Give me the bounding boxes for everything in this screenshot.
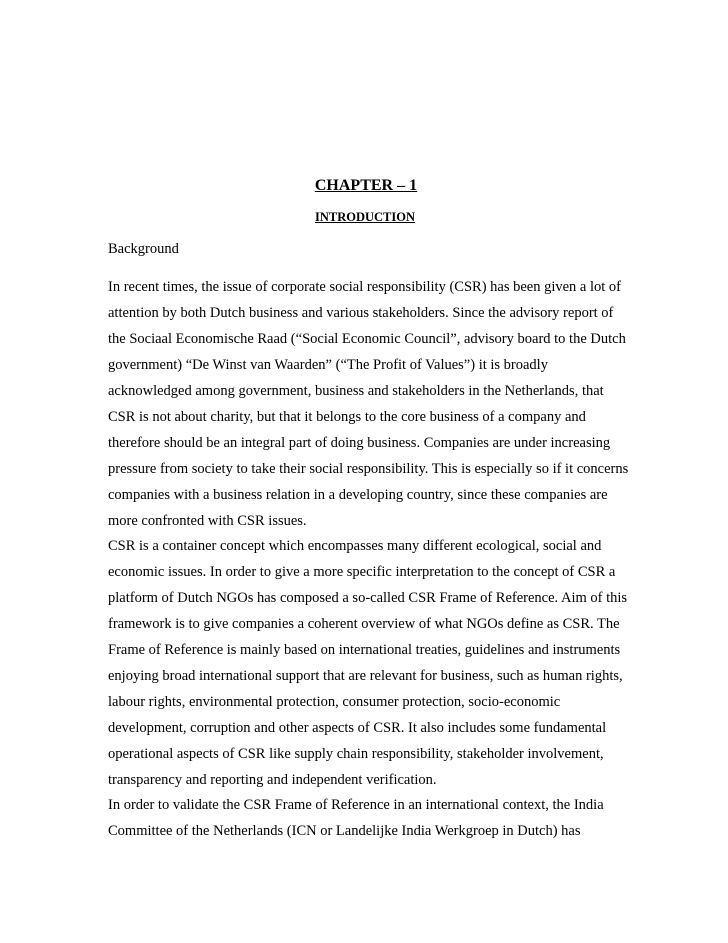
text-line: Frame of Reference is mainly based on international treaties, guidelines and instruments: [108, 642, 621, 658]
text-line: CSR is not about charity, but that it belongs to the core business of a company and: [108, 409, 586, 425]
text-line: In order to validate the CSR Frame of Reference in an international context, the India: [108, 797, 604, 813]
paragraph-1: [108, 274, 628, 534]
text-line: therefore should be an integral part of doing business. Companies are under increasing: [108, 435, 611, 451]
text-line: the Sociaal Economische Raad (“Social Economic Council”, advisory board to the Dutch: [108, 331, 626, 347]
text-line: acknowledged among government, business and stakeholders in the Netherlands, that: [108, 383, 604, 399]
paragraph-2: [108, 533, 628, 793]
text-line: labour rights, environmental protection, consumer protection, socio-economic: [108, 694, 561, 710]
text-line: platform of Dutch NGOs has composed a so-called CSR Frame of Reference. Aim of this: [108, 590, 628, 606]
chapter-title: CHAPTER – 1: [314, 177, 418, 194]
text-line: development, corruption and other aspects of CSR. It also includes some fundamental: [108, 720, 607, 736]
text-line: government) “De Winst van Waarden” (“The Profit of Values”) it is broadly: [108, 357, 548, 373]
text-line: attention by both Dutch business and various stakeholders. Since the advisory report of: [108, 305, 614, 321]
text-line: framework is to give companies a coherent overview of what NGOs define as CSR. The: [108, 616, 620, 632]
text-line: economic issues. In order to give a more specific interpretation to the concept of CSR a: [108, 564, 616, 580]
text-line: enjoying broad international support that are relevant for business, such as human rights,: [108, 668, 623, 684]
text-line: more confronted with CSR issues.: [108, 513, 307, 529]
text-line: pressure from society to take their social responsibility. This is especially so if it concerns: [108, 461, 629, 477]
chapter-subtitle: INTRODUCTION: [314, 210, 415, 224]
text-line: transparency and reporting and independent verification.: [108, 772, 437, 788]
text-line: In recent times, the issue of corporate social responsibility (CSR) has been given a lot of: [108, 279, 622, 295]
section-heading: Background: [108, 241, 179, 257]
text-line: operational aspects of CSR like supply chain responsibility, stakeholder involvement,: [108, 746, 604, 762]
text-line: Committee of the Netherlands (ICN or Landelijke India Werkgroep in Dutch) has: [108, 823, 581, 839]
paragraph-3: [108, 792, 628, 844]
text-line: CSR is a container concept which encompasses many different ecological, social and: [108, 538, 602, 554]
text-line: companies with a business relation in a developing country, since these companies are: [108, 487, 608, 503]
